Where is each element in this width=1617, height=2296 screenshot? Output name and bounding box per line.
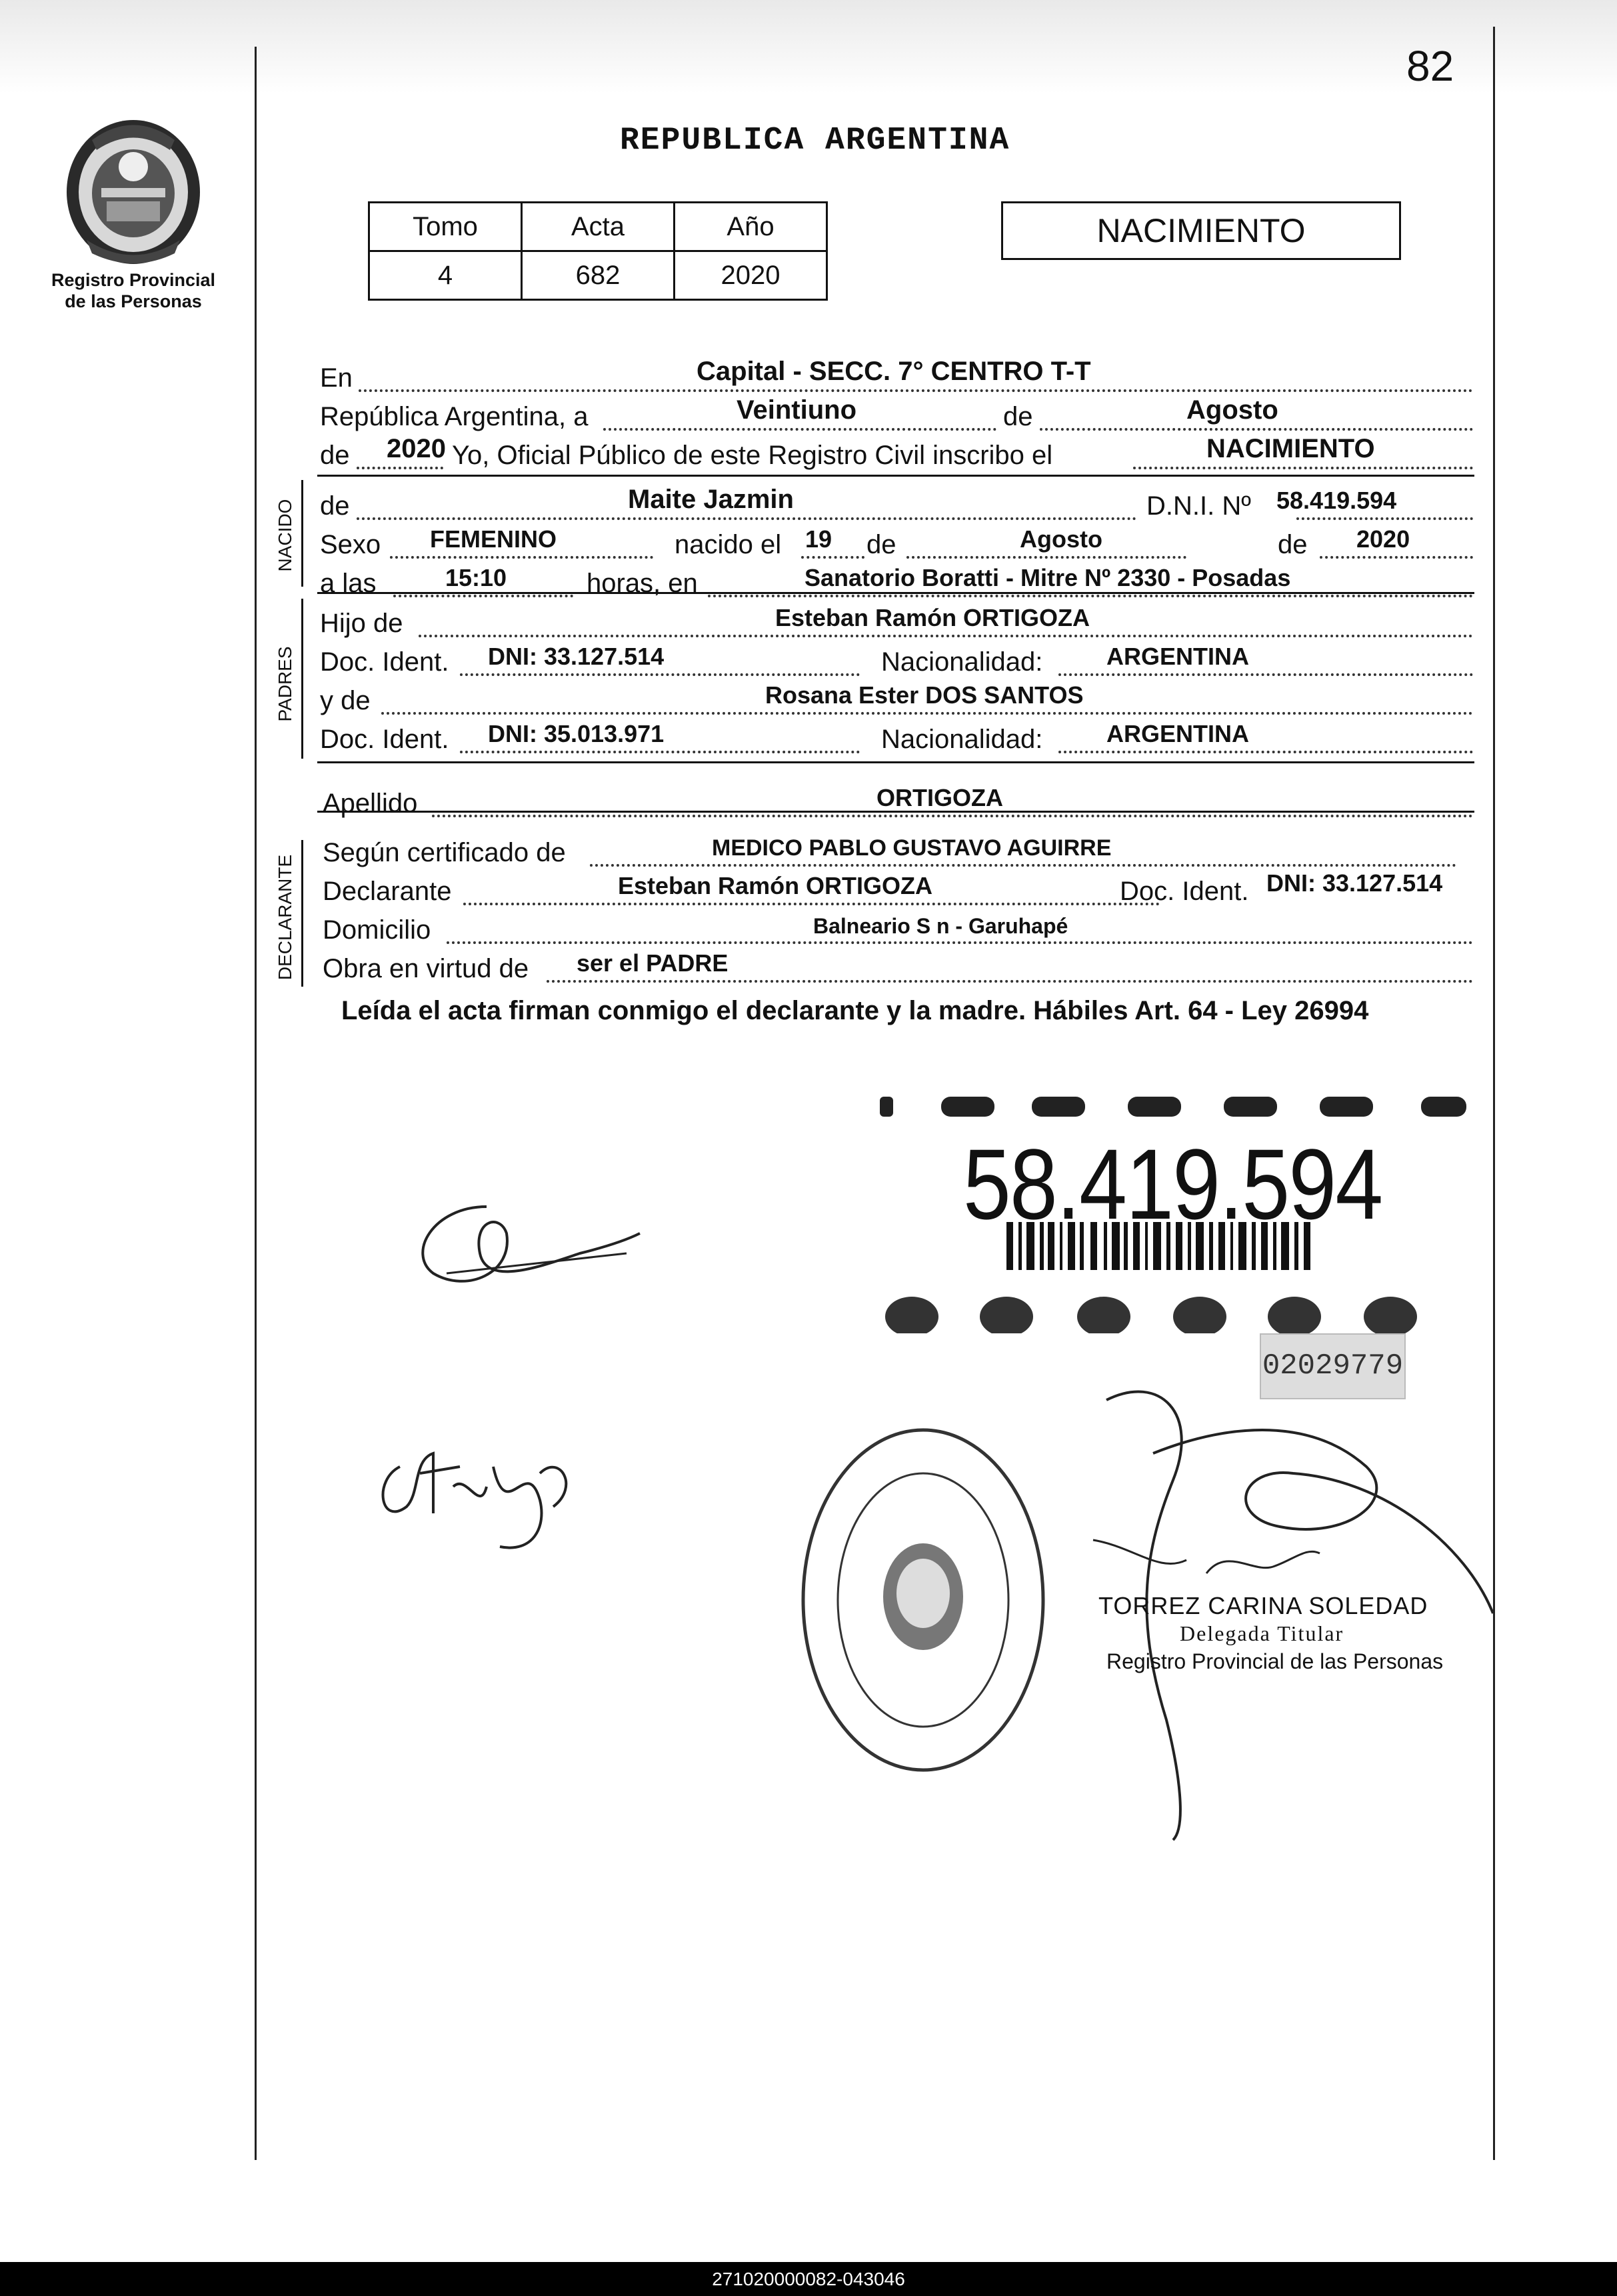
footer-code: 271020000082-043046 (712, 2269, 905, 2289)
section-divider (317, 475, 1474, 477)
watermark-r-icon (880, 1097, 1466, 1117)
officer-name: TORREZ CARINA SOLEDAD (1098, 1592, 1428, 1619)
dotted-line (590, 864, 1456, 867)
value-birth-place: Sanatorio Boratti - Mitre Nº 2330 - Posadas (805, 564, 1291, 591)
dotted-line (359, 389, 1473, 392)
label-de: de (320, 491, 350, 521)
value-birth-month: Agosto (1020, 525, 1102, 553)
label-declarante: Declarante (323, 877, 452, 906)
dotted-line (357, 517, 1136, 520)
label-de: de (1003, 402, 1033, 431)
label-de: de (1278, 530, 1308, 559)
header-anio: Año (675, 203, 827, 251)
dotted-line (1040, 428, 1473, 431)
caption-line-2: de las Personas (65, 291, 202, 311)
value-birth-time: 15:10 (445, 564, 507, 591)
misiones-coat-of-arms-icon (60, 113, 207, 267)
label-en: En (320, 363, 353, 393)
officer-office: Registro Provincial de las Personas (1106, 1649, 1444, 1673)
signature-declarant (407, 1193, 647, 1300)
dotted-line (419, 635, 1473, 637)
document-title: REPUBLICA ARGENTINA (620, 123, 1010, 159)
label-domicilio: Domicilio (323, 915, 431, 945)
dotted-line (547, 980, 1473, 983)
value-month: Agosto (1186, 395, 1278, 425)
value-father-name: Esteban Ramón ORTIGOZA (775, 604, 1090, 631)
value-obra: ser el PADRE (577, 949, 729, 977)
dotted-line (1058, 751, 1473, 753)
value-tomo: 4 (369, 251, 522, 300)
side-label-padres: PADRES (275, 646, 295, 722)
label-dni: D.N.I. Nº (1146, 491, 1251, 521)
value-father-doc: DNI: 33.127.514 (488, 643, 665, 670)
value-mother-name: Rosana Ester DOS SANTOS (765, 681, 1084, 709)
dotted-line (801, 556, 864, 559)
label-doc-ident: Doc. Ident. (320, 647, 449, 677)
value-birth-year: 2020 (1356, 525, 1410, 553)
row-sex-birth (320, 527, 1473, 564)
label-de: de (866, 530, 896, 559)
value-sexo: FEMENINO (430, 525, 557, 553)
label-nacionalidad: Nacionalidad: (881, 725, 1043, 754)
closing-statement: Leída el acta firman conmigo el declarante y la madre. Hábiles Art. 64 - Ley 26994 (341, 996, 1369, 1025)
row-surname (320, 785, 1473, 823)
label-a-las: a las (320, 569, 377, 598)
section-divider (317, 761, 1474, 763)
row-date (320, 395, 1473, 436)
value-anio: 2020 (675, 251, 827, 300)
section-divider (317, 811, 1474, 813)
dotted-line (390, 556, 653, 559)
dotted-line (460, 673, 860, 676)
row-mother (320, 683, 1473, 720)
side-label-declarante: DECLARANTE (275, 854, 295, 981)
section-bracket (301, 480, 303, 587)
fingerprint-watermark-icon (885, 1297, 1417, 1333)
official-stamp-icon (797, 1423, 1050, 1777)
value-act-word: NACIMIENTO (1206, 434, 1375, 463)
value-birth-day: 19 (805, 525, 832, 553)
value-declarant-doc: DNI: 33.127.514 (1266, 869, 1443, 897)
dotted-line (1296, 517, 1473, 520)
row-child-name (320, 485, 1473, 525)
row-mother-doc (320, 721, 1473, 759)
registry-caption (33, 269, 233, 312)
row-time-place (320, 565, 1473, 603)
dotted-line (906, 556, 1186, 559)
dotted-line (463, 903, 1160, 905)
label-oficial: Yo, Oficial Público de este Registro Civil inscribo el (452, 441, 1053, 470)
value-child-dni: 58.419.594 (1276, 487, 1397, 514)
value-father-nationality: ARGENTINA (1106, 643, 1249, 670)
footer-code-bar (0, 2262, 1617, 2296)
dotted-line (381, 712, 1473, 715)
dotted-line (357, 467, 443, 469)
value-year: 2020 (387, 434, 446, 463)
value-address: Balneario S n - Garuhapé (813, 914, 1068, 938)
caption-line-1: Registro Provincial (51, 270, 216, 290)
label-de: de (320, 441, 350, 470)
row-obra (320, 951, 1473, 988)
value-mother-nationality: ARGENTINA (1106, 720, 1249, 747)
value-certificate: MEDICO PABLO GUSTAVO AGUIRRE (712, 835, 1112, 861)
row-father (320, 605, 1473, 643)
value-surname: ORTIGOZA (876, 784, 1003, 811)
side-label-nacido: NACIDO (275, 499, 295, 572)
dotted-line (460, 751, 860, 753)
label-doc-ident: Doc. Ident. (1120, 877, 1249, 906)
dotted-line (1133, 467, 1473, 469)
label-nacionalidad: Nacionalidad: (881, 647, 1043, 677)
header-acta: Acta (522, 203, 675, 251)
dotted-line (432, 815, 1473, 817)
serial-number: 02029779 (1260, 1333, 1406, 1399)
section-bracket (301, 599, 303, 759)
dotted-line (708, 595, 1473, 597)
dotted-line (603, 428, 996, 431)
label-segun-certificado: Según certificado de (323, 838, 566, 867)
register-table (368, 201, 828, 301)
row-father-doc (320, 644, 1473, 681)
value-declarant: Esteban Ramón ORTIGOZA (618, 872, 933, 899)
value-child-name: Maite Jazmin (628, 485, 794, 514)
row-year (320, 434, 1473, 475)
row-declarant (320, 869, 1473, 911)
row-address (320, 912, 1473, 949)
label-sexo: Sexo (320, 530, 381, 559)
value-day: Veintiuno (737, 395, 856, 425)
section-divider (317, 592, 1474, 594)
scan-shadow (0, 0, 1617, 93)
label-hijo-de: Hijo de (320, 609, 403, 638)
value-place: Capital - SECC. 7° CENTRO T-T (697, 357, 1091, 386)
officer-title: Delegada Titular (1180, 1621, 1344, 1645)
sticker-dni-number: 58.419.594 (963, 1128, 1382, 1240)
row-place (320, 357, 1473, 397)
section-bracket (301, 840, 303, 987)
dotted-line (1320, 556, 1473, 559)
dotted-line (393, 595, 573, 597)
header-tomo: Tomo (369, 203, 522, 251)
row-certificate (320, 835, 1473, 872)
signature-mother (373, 1427, 593, 1553)
value-mother-doc: DNI: 35.013.971 (488, 720, 665, 747)
value-acta: 682 (522, 251, 675, 300)
label-obra-en-virtud: Obra en virtud de (323, 954, 529, 983)
dotted-line (1058, 673, 1473, 676)
dotted-line (447, 941, 1473, 944)
label-apellido: Apellido (323, 789, 418, 818)
label-doc-ident: Doc. Ident. (320, 725, 449, 754)
left-margin-line (255, 47, 257, 2160)
page-number: 82 (1406, 42, 1454, 90)
act-type-box: NACIMIENTO (1001, 201, 1401, 260)
label-y-de: y de (320, 686, 371, 715)
label-nacido-el: nacido el (675, 530, 782, 559)
label-republica: República Argentina, a (320, 402, 589, 431)
label-horas-en: horas, en (587, 569, 698, 598)
